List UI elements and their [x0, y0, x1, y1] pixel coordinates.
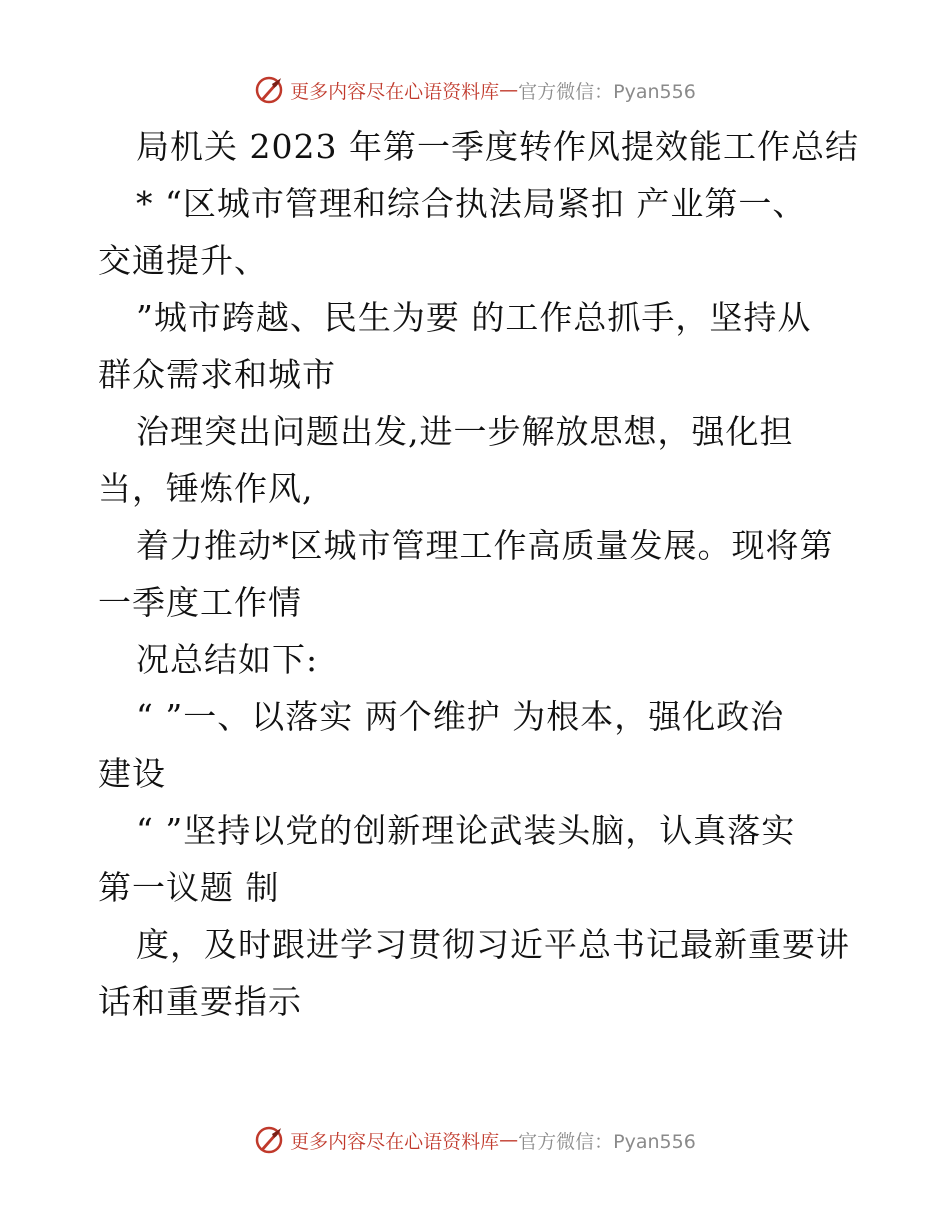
- document-line: 建设: [98, 754, 166, 793]
- document-line: 当，锤炼作风,: [98, 469, 314, 508]
- header-watermark: [0, 70, 950, 110]
- quill-logo-icon: [254, 75, 284, 105]
- watermark-separator: —: [499, 79, 519, 101]
- document-line: 第一议题 制: [98, 868, 280, 907]
- watermark-wechat-text: 官方微信：Pyan556: [518, 1130, 696, 1153]
- document-body: [98, 118, 858, 1030]
- document-line: 群众需求和城市: [98, 355, 336, 394]
- watermark-site-text: 更多内容尽在心语资料库: [290, 80, 500, 103]
- document-line: * “区城市管理和综合执法局紧扣 产业第一、: [136, 184, 807, 223]
- document-line: 话和重要指示: [98, 982, 302, 1021]
- document-line: “ ”坚持以党的创新理论武装头脑，认真落实: [136, 811, 796, 850]
- document-line: 度，及时跟进学习贯彻习近平总书记最新重要讲: [136, 925, 850, 964]
- document-line: “ ”一、以落实 两个维护 为根本，强化政治: [136, 697, 785, 736]
- watermark-site-text: 更多内容尽在心语资料库: [290, 1130, 500, 1153]
- document-line: 况总结如下:: [136, 640, 319, 679]
- watermark-separator: —: [499, 1129, 519, 1151]
- watermark-wechat-text: 官方微信：Pyan556: [518, 80, 696, 103]
- document-line: 局机关 2023 年第一季度转作风提效能工作总结: [136, 127, 859, 166]
- document-line: ”城市跨越、民生为要 的工作总抓手，坚持从: [136, 298, 812, 337]
- document-line: 着力推动*区城市管理工作高质量发展。现将第: [136, 526, 834, 565]
- quill-logo-icon: [254, 1125, 284, 1155]
- document-line: 治理突出问题出发,进一步解放思想，强化担: [136, 412, 794, 451]
- document-line: 一季度工作情: [98, 583, 302, 622]
- footer-watermark: [0, 1120, 950, 1160]
- document-line: 交通提升、: [98, 241, 268, 280]
